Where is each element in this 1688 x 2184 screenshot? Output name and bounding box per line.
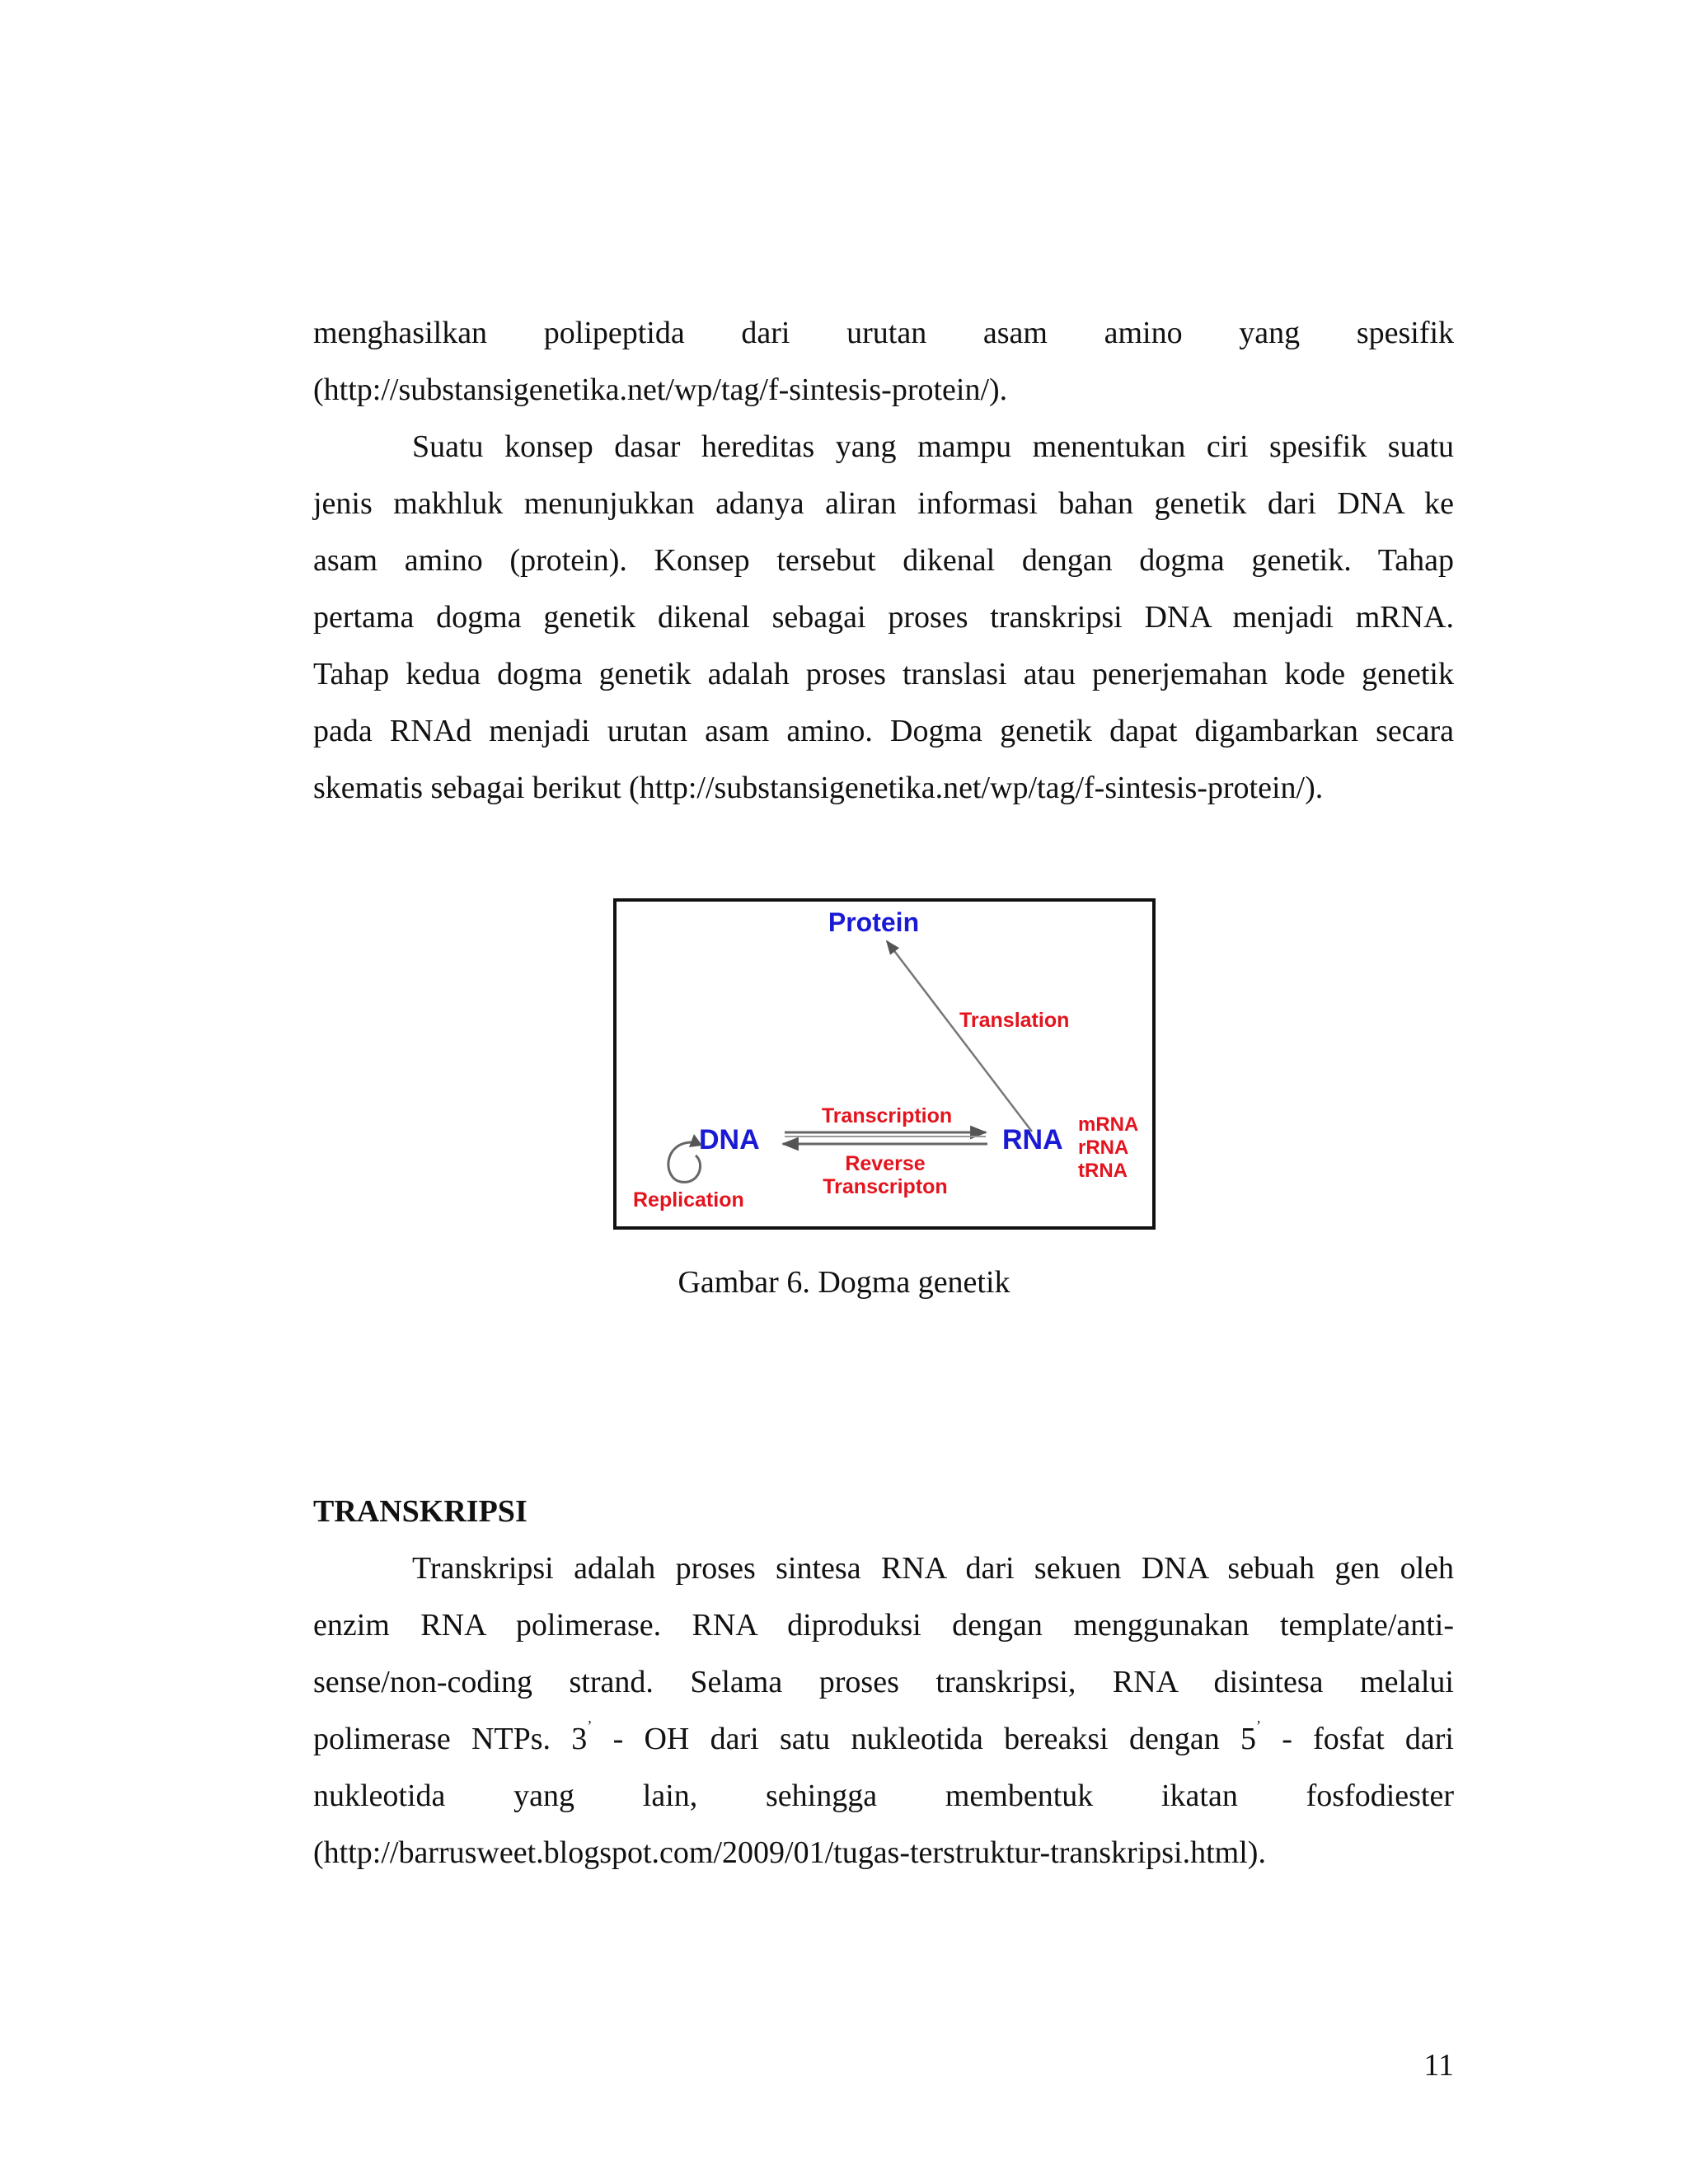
prime-mark: ’ [587,1718,593,1734]
word: ikatan [1161,1779,1238,1813]
word: yang [1239,316,1301,350]
word: membentuk [945,1779,1094,1813]
translation-label: Translation [959,1009,1070,1032]
transcripton-label: Transcripton [823,1175,948,1198]
section-heading: TRANSKRIPSI [313,1494,528,1529]
word: nukleotida [313,1779,446,1813]
word: lain, [642,1779,698,1813]
dogma-diagram [613,898,1156,1230]
trna-label: tRNA [1078,1160,1128,1182]
paragraph-2-line-7: skematis sebagai berikut (http://substansigenetika.net/wp/tag/f-sintesis-protein/). [313,771,1324,805]
paragraph-2-line-3: asam amino (protein). Konsep tersebut dikenal dengan dogma genetik. Tahap [313,543,1454,578]
paragraph-2-line-5: Tahap kedua dogma genetik adalah proses translasi atau penerjemahan kode genetik [313,657,1454,691]
paragraph-2-line-4: pertama dogma genetik dikenal sebagai proses transkripsi DNA menjadi mRNA. [313,600,1454,635]
word: fosfodiester [1306,1779,1454,1813]
paragraph-2-line-6: pada RNAd menjadi urutan asam amino. Dogma genetik dapat digambarkan secara [313,714,1454,748]
paragraph-1-line-1 [313,313,1454,353]
paragraph-3-line-6: (http://barrusweet.blogspot.com/2009/01/tugas-terstruktur-transkripsi.html). [313,1835,1266,1870]
figure-caption: Gambar 6. Dogma genetik [678,1265,1010,1300]
paragraph-3-line-4 [313,1719,1454,1759]
paragraph-1-line-2: (http://substansigenetika.net/wp/tag/f-sintesis-protein/). [313,373,1008,407]
word: spesifik [1356,316,1455,350]
word: yang [513,1779,575,1813]
paragraph-2-line-2: jenis makhluk menunjukkan adanya aliran informasi bahan genetik dari DNA ke [313,486,1454,521]
replication-label: Replication [633,1188,744,1212]
prime-mark: ’ [1255,1718,1261,1734]
page-number: 11 [1423,2048,1454,2083]
word: menghasilkan [313,316,488,350]
mrna-label: mRNA [1078,1113,1139,1136]
paragraph-3-line-1: Transkripsi adalah proses sintesa RNA dari sekuen DNA sebuah gen oleh [412,1551,1454,1586]
rrna-label: rRNA [1078,1137,1129,1159]
paragraph-3-line-3: sense/non-coding strand. Selama proses transkripsi, RNA disintesa melalui [313,1665,1454,1699]
word: polipeptida [543,316,685,350]
text-segment: - fosfat dari [1282,1722,1454,1756]
reverse-label: Reverse [845,1152,926,1175]
paragraph-3-line-2: enzim RNA polimerase. RNA diproduksi dengan menggunakan template/anti- [313,1608,1454,1643]
word: dari [741,316,790,350]
transcription-label: Transcription [821,1104,953,1127]
protein-label: Protein [828,907,920,937]
word: urutan [846,316,927,350]
text-segment: polimerase NTPs. 3 [313,1722,588,1756]
dna-label: DNA [699,1124,760,1155]
rna-label: RNA [1002,1124,1063,1155]
text-segment: - OH dari satu nukleotida bereaksi dengan 5 [612,1722,1256,1756]
paragraph-3-line-5 [313,1776,1454,1816]
paragraph-2-line-1: Suatu konsep dasar hereditas yang mampu menentukan ciri spesifik suatu [412,429,1454,464]
word: asam [982,316,1048,350]
word: sehingga [766,1779,878,1813]
word: amino [1104,316,1183,350]
